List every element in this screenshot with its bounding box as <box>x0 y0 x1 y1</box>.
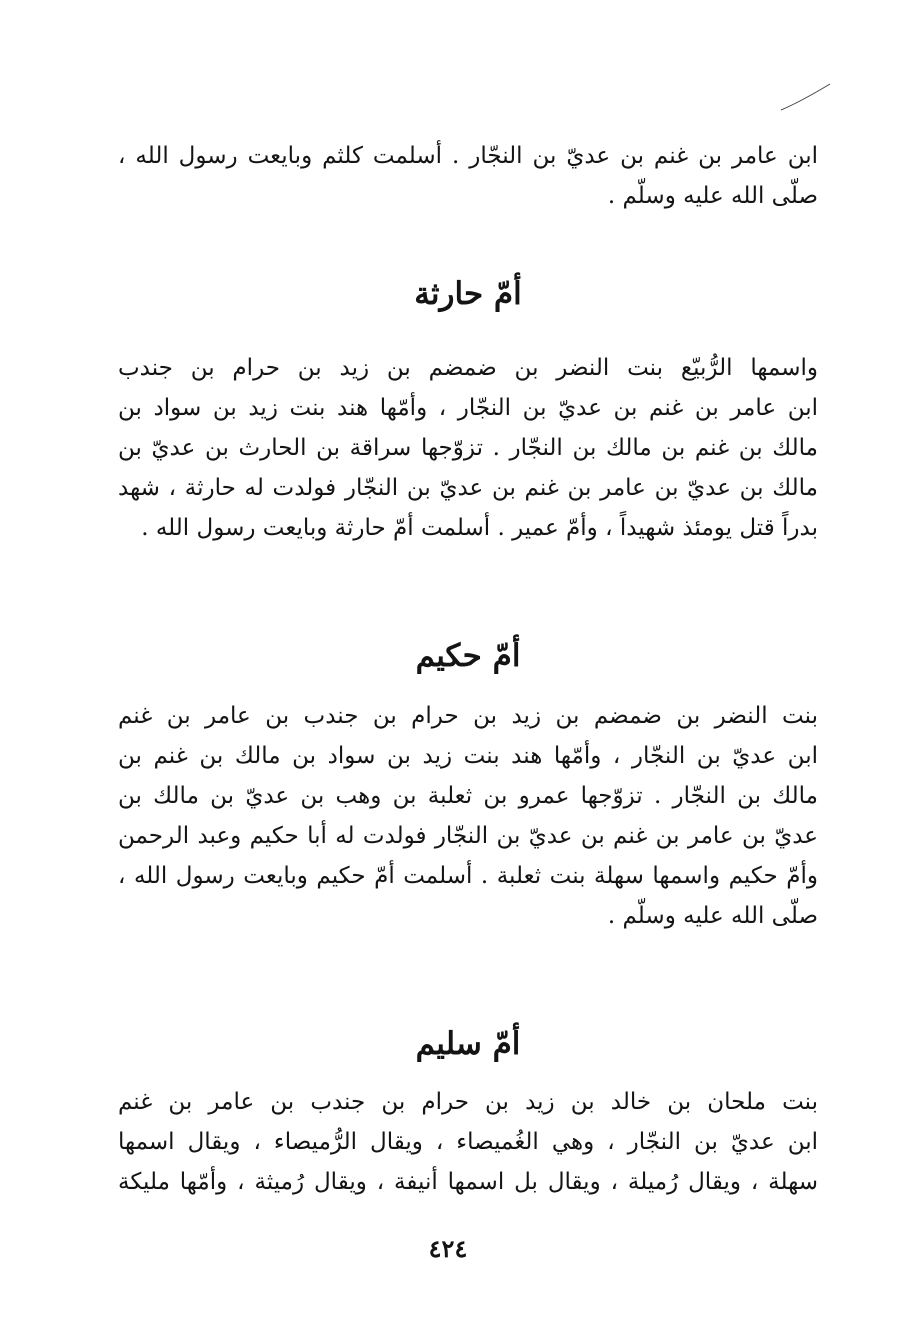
text-line: وأمّ حكيم واسمها سهلة بنت ثعلبة . أسلمت أمّ حكيم وبايعت رسول الله ، <box>118 863 818 889</box>
text-line: ابن عامر بن غنم بن عديّ بن النجّار . أسلمت كلثم وبايعت رسول الله ، <box>118 143 818 169</box>
text-line: ابن عامر بن غنم بن عديّ بن النجّار ، وأمّها هند بنت زيد بن سواد بن <box>118 395 818 421</box>
paragraph-umm-sulaym <box>118 1082 818 1202</box>
text-line: سهلة ، ويقال رُميلة ، ويقال بل اسمها أنيفة ، ويقال رُميثة ، وأمّها مليكة <box>118 1169 818 1195</box>
text-line: مالك بن عديّ بن عامر بن غنم بن عديّ بن النجّار فولدت له حارثة ، شهد <box>118 475 818 501</box>
text-line: بدراً قتل يومئذ شهيداً ، وأمّ عمير . أسلمت أمّ حارثة وبايعت رسول الله . <box>141 515 818 541</box>
paragraph-umm-haritha <box>118 348 818 548</box>
text-line: بنت ملحان بن خالد بن زيد بن حرام بن جندب بن عامر بن غنم <box>118 1089 818 1115</box>
text-line: عديّ بن عامر بن غنم بن عديّ بن النجّار فولدت له أبا حكيم وعبد الرحمن <box>118 823 818 849</box>
section-heading-umm-haritha: أمّ حارثة <box>414 276 522 312</box>
text-line: مالك بن النجّار . تزوّجها عمرو بن ثعلبة بن وهب بن عديّ بن مالك بن <box>118 783 818 809</box>
text-line: مالك بن غنم بن مالك بن النجّار . تزوّجها سراقة بن الحارث بن عديّ بن <box>118 435 818 461</box>
section-heading-umm-sulaym: أمّ سليم <box>415 1026 521 1062</box>
text-line: ابن عديّ بن النجّار ، وهي الغُميصاء ، ويقال الرُّميصاء ، ويقال اسمها <box>118 1129 818 1155</box>
page-number: ٤٢٤ <box>428 1234 468 1263</box>
text-line: صلّى الله عليه وسلّم . <box>607 183 818 209</box>
paragraph-continuation <box>118 136 818 216</box>
pen-stroke-mark <box>780 82 832 112</box>
text-line: بنت النضر بن ضمضم بن زيد بن حرام بن جندب بن عامر بن غنم <box>118 703 818 729</box>
text-line: صلّى الله عليه وسلّم . <box>607 903 818 929</box>
text-line: واسمها الرُّبيّع بنت النضر بن ضمضم بن زيد بن حرام بن جندب <box>118 355 818 381</box>
text-line: ابن عديّ بن النجّار ، وأمّها هند بنت زيد بن سواد بن مالك بن غنم بن <box>118 743 818 769</box>
paragraph-umm-hakim <box>118 696 818 936</box>
section-heading-umm-hakim: أمّ حكيم <box>415 638 521 674</box>
